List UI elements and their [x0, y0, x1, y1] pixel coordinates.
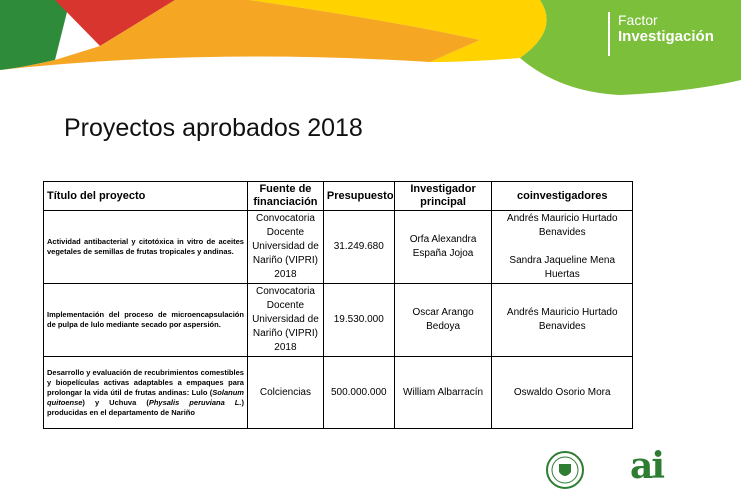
- brand-line-1: Factor: [618, 12, 658, 28]
- col-header-budget: Presupuesto: [323, 182, 394, 211]
- col-header-co: coinvestigadores: [492, 182, 633, 211]
- project-title: Desarrollo y evaluación de recubrimientos comestibles y biopelículas activas adaptables a empaques para prolongar la vida útil de frutas andinas: Lulo (Solanum quitoense) y Uchuva (Physalis peruviana L.) producidas en el departamento de Nariño: [44, 357, 248, 429]
- coinvestigator: Andrés Mauricio Hurtado Benavides: [506, 213, 618, 238]
- project-budget: 31.249.680: [323, 211, 394, 284]
- col-header-funding: Fuente de financiación: [247, 182, 323, 211]
- brand-line-2: Investigación: [618, 28, 714, 46]
- table-header-row: [44, 182, 633, 211]
- project-coinvestigators: Oswaldo Osorio Mora: [492, 357, 633, 429]
- project-title: Actividad antibacterial y citotóxica in vitro de aceites vegetales de semillas de frutas tropicales y andinas.: [44, 211, 248, 284]
- ai-logo: ai: [630, 445, 664, 487]
- brand-wordmark: [608, 12, 714, 56]
- table-row: [44, 357, 633, 429]
- project-funding: Colciencias: [247, 357, 323, 429]
- page-title: Proyectos aprobados 2018: [64, 114, 363, 142]
- project-lead: Orfa Alexandra España Jojoa: [394, 211, 492, 284]
- col-header-lead: Investigador principal: [394, 182, 492, 211]
- col-header-title: Título del proyecto: [44, 182, 248, 211]
- projects-table: [43, 181, 633, 429]
- university-seal-icon: [545, 450, 585, 490]
- project-funding: Convocatoria Docente Universidad de Nariño (VIPRI) 2018: [247, 284, 323, 357]
- scientific-name: Solanum quitoense: [47, 387, 244, 407]
- coinvestigator: Sandra Jaqueline Mena Huertas: [509, 255, 616, 280]
- project-coinvestigators: Andrés Mauricio Hurtado Benavides: [492, 284, 633, 357]
- project-lead: Oscar Arango Bedoya: [394, 284, 492, 357]
- project-budget: 19.530.000: [323, 284, 394, 357]
- project-coinvestigators: [492, 211, 633, 284]
- table-row: [44, 211, 633, 284]
- project-budget: 500.000.000: [323, 357, 394, 429]
- project-funding: Convocatoria Docente Universidad de Nariño (VIPRI) 2018: [247, 211, 323, 284]
- project-title: Implementación del proceso de microencapsulación de pulpa de lulo mediante secado por aspersión.: [44, 284, 248, 357]
- table-row: [44, 284, 633, 357]
- project-lead: William Albarracín: [394, 357, 492, 429]
- scientific-name: Physalis peruviana L.: [148, 397, 242, 407]
